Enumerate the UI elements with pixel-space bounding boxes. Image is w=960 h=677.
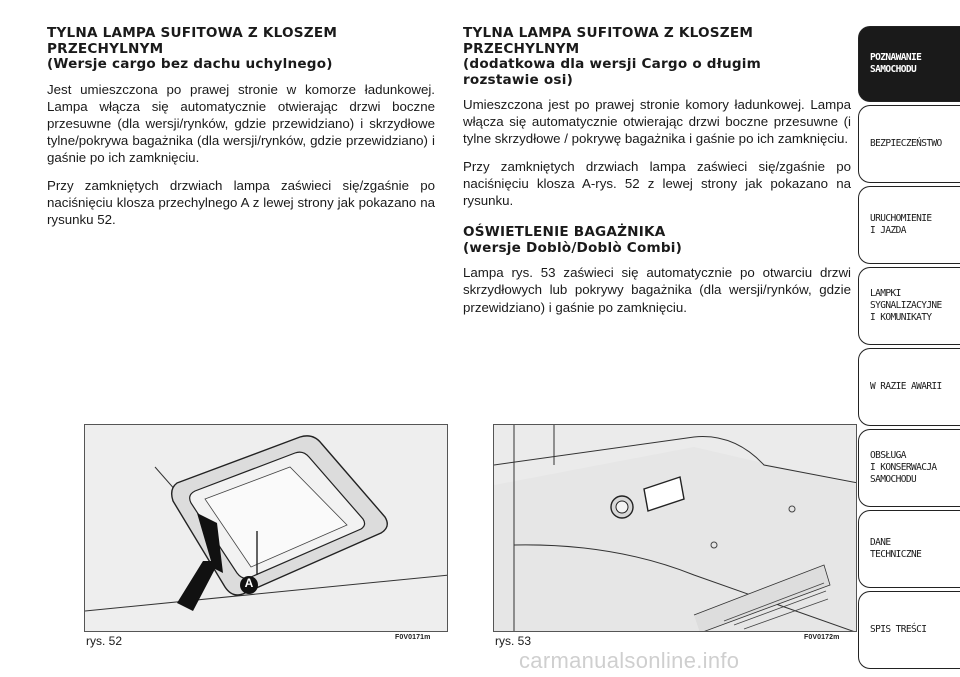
figure-53-trunk-lamp — [493, 424, 857, 632]
figure-52-code: F0V0171m — [395, 634, 431, 641]
paragraph: Jest umieszczona po prawej stronie w komorze ładunkowej. Lampa włącza się automatycznie otwierając drzwi boczne przesuwne (dla wersji/rynków, gdzie przewidziano) i skrzydłowe tylne/pokrywa bagażnika (dla wersji/rynków, gdzie przewidziano) i gaśnie po ich zamknięciu. — [47, 81, 435, 166]
tab-w-razie-awarii[interactable] — [858, 348, 960, 426]
heading-line: TYLNA LAMPA SUFITOWA Z KLOSZEM — [463, 25, 754, 41]
heading-line: PRZECHYLNYM — [47, 40, 164, 57]
figure-53-code: F0V0172m — [804, 634, 840, 641]
heading-line: PRZECHYLNYM — [463, 40, 580, 57]
heading-line: OŚWIETLENIE BAGAŻNIKA — [463, 224, 666, 241]
section-heading-trunk-lighting — [463, 225, 851, 256]
tab-dane-techniczne[interactable] — [858, 510, 960, 588]
ceiling-lamp-illustration — [85, 425, 448, 632]
tab-label: POZNAWANIE SAMOCHODU — [870, 52, 922, 75]
tab-label: URUCHOMIENIE I JAZDA — [870, 213, 932, 236]
chapter-tabs — [858, 26, 960, 672]
tab-label: LAMPKI SYGNALIZACYJNE I KOMUNIKATY — [870, 288, 942, 323]
figure-52-ceiling-lamp — [84, 424, 448, 632]
trunk-lamp-illustration — [494, 425, 857, 632]
figure-53-caption: rys. 53 — [495, 634, 532, 648]
watermark: carmanualsonline.info — [519, 648, 740, 673]
tab-uruchomienie-i-jazda[interactable] — [858, 186, 960, 264]
paragraph: Lampa rys. 53 zaświeci się automatycznie po otwarciu drzwi skrzydłowych lub pokrywy bagażnika (dla wersji/rynków, gdzie przewidziano) i gaśnie po zamknięciu. — [463, 265, 851, 315]
heading-line: (wersje Doblò/Doblò Combi) — [463, 239, 683, 256]
tab-spis-tresci[interactable] — [858, 591, 960, 669]
callout-label-a: A — [244, 576, 254, 590]
tab-label: BEZPIECZEŃSTWO — [870, 138, 942, 149]
left-column — [47, 26, 435, 238]
heading-line: rozstawie osi) — [463, 71, 573, 88]
tab-poznawanie-samochodu[interactable] — [858, 26, 960, 102]
right-column — [463, 26, 851, 326]
paragraph: Przy zamkniętych drzwiach lampa zaświeci się/zgaśnie po naciśnięciu klosza A-rys. 52 z lewej strony jak pokazano na rysunku. — [463, 158, 851, 209]
section-heading-rear-lamp-long-wheelbase — [463, 26, 851, 88]
tab-label: DANE TECHNICZNE — [870, 537, 922, 560]
figure-52-caption: rys. 52 — [86, 634, 123, 648]
tab-obsluga-i-konserwacja[interactable] — [858, 429, 960, 507]
section-heading-rear-lamp-cargo — [47, 26, 435, 73]
heading-line: (Wersje cargo bez dachu uchylnego) — [47, 56, 333, 72]
tab-bezpieczenstwo[interactable] — [858, 105, 960, 183]
tab-label: W RAZIE AWARII — [870, 381, 942, 392]
paragraph: Przy zamkniętych drzwiach lampa zaświeci się/zgaśnie po naciśnięciu klosza przechylnego A z lewej strony jak pokazano na rysunku 52. — [47, 177, 435, 227]
tab-lampki-sygnalizacyjne[interactable] — [858, 267, 960, 345]
tab-label: OBSŁUGA I KONSERWACJA SAMOCHODU — [870, 450, 937, 485]
heading-line: (dodatkowa dla wersji Cargo o długim — [463, 56, 762, 72]
paragraph: Umieszczona jest po prawej stronie komory ładunkowej. Lampa włącza się automatycznie otwierając drzwi boczne przesuwne (i tylne skrzydłowe / pokrywę bagażnika i gaśnie po ich zamknięciu. — [463, 97, 851, 147]
heading-line: TYLNA LAMPA SUFITOWA Z KLOSZEM — [47, 25, 338, 41]
tab-label: SPIS TREŚCI — [870, 624, 927, 635]
